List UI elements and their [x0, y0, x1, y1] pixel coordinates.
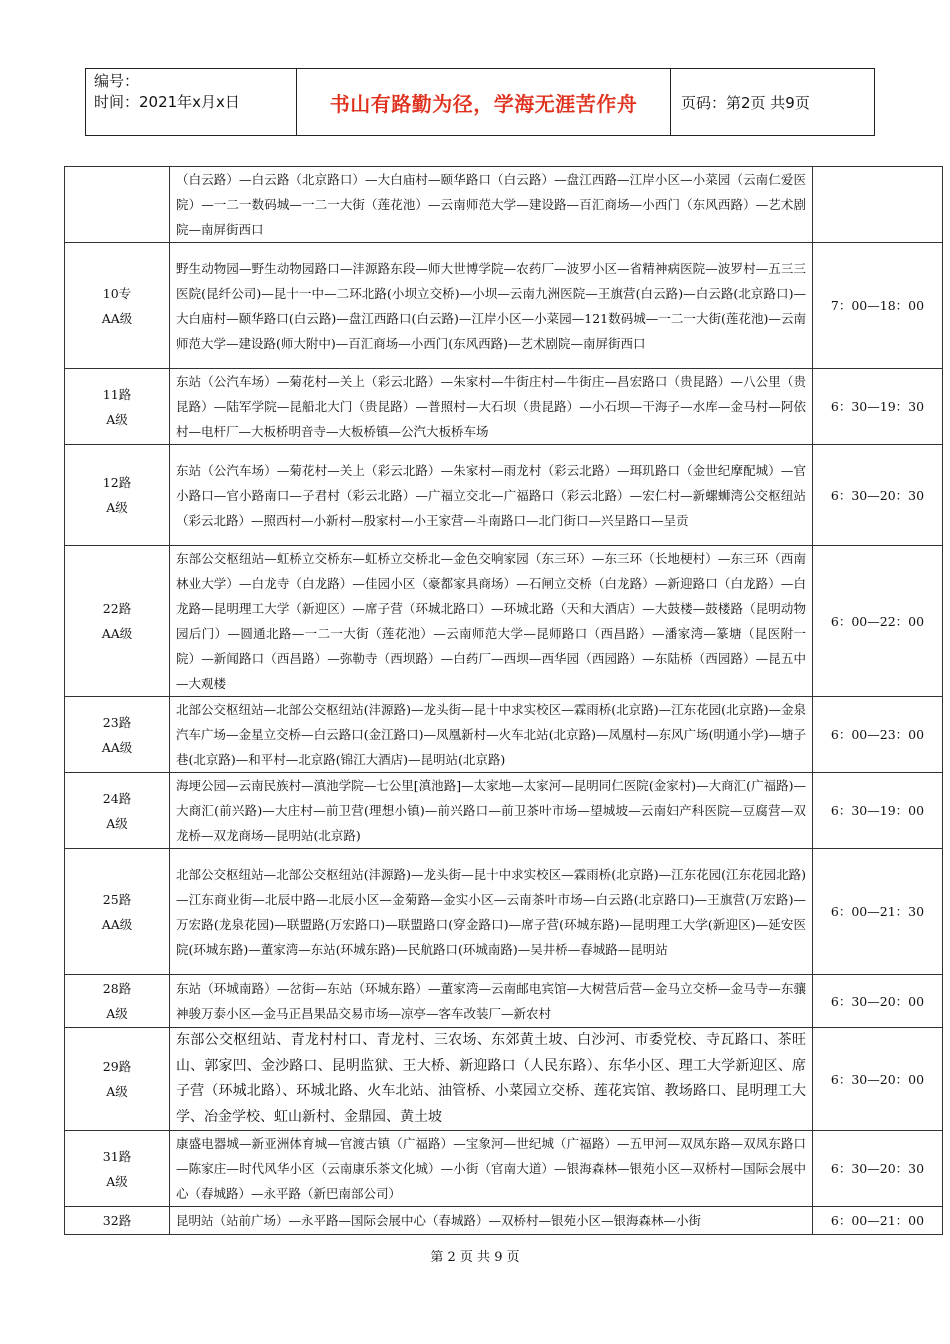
table-row [65, 1131, 943, 1207]
route-grade: A级 [106, 500, 128, 515]
route-name-cell [65, 773, 170, 849]
route-path-cell: 东站（公汽车场）—菊花村—关上（彩云北路）—朱家村—牛街庄村—牛街庄—昌宏路口（贵昆路）—八公里（贵昆路）—陆军学院—昆船北大门（贵昆路）—普照村—大石坝（贵昆路）—小石坝—干海子—水库—金马村—阿依村—电杆厂—大板桥明音寺—大板桥镇—公汽大板桥车场 [170, 369, 813, 445]
bus-route-table [64, 166, 943, 1235]
route-name-cell [65, 849, 170, 975]
table-row [65, 546, 943, 697]
table-row [65, 167, 943, 243]
header-page-label: 页码：第2页 共9页 [681, 93, 810, 112]
table-row [65, 849, 943, 975]
route-number: 11路 [102, 386, 132, 402]
route-grade: A级 [106, 815, 128, 831]
table-row [65, 975, 943, 1028]
route-time-cell: 6：00—21：30 [813, 849, 943, 975]
route-grade: A级 [106, 1084, 128, 1099]
table-row [65, 773, 943, 849]
route-time-cell: 6：30—20：00 [813, 975, 943, 1028]
route-time-cell: 6：30—20：30 [813, 445, 943, 546]
page-header [85, 68, 875, 136]
route-path-cell: 北部公交枢纽站—北部公交枢纽站(沣源路)—龙头街—昆十中求实校区—霖雨桥(北京路)—江东花园(北京路)—金泉汽车广场—金星立交桥—白云路口(金江路口)—凤凰新村—火车北站(北京路)—凤凰村—东风广场(明通小学)—塘子巷(北京路)—和平村—北京路(锦江大酒店)—昆明站(北京路) [170, 697, 813, 773]
route-grade: A级 [106, 1173, 128, 1189]
route-number: 31路 [102, 1148, 132, 1164]
route-path-cell: 海埂公园—云南民族村—滇池学院—七公里[滇池路]—太家地—太家河—昆明同仁医院(金家村)—大商汇(广福路)—大商汇(前兴路)—大庄村—前卫营(理想小镇)—前兴路口—前卫茶叶市场—望城坡—云南妇产科医院—豆腐营—双龙桥—双龙商场—昆明站(北京路) [170, 773, 813, 849]
route-name-cell [65, 167, 170, 243]
route-time-cell: 6：00—21：00 [813, 1207, 943, 1235]
table-row [65, 1207, 943, 1235]
route-name-cell [65, 243, 170, 369]
route-grade: A级 [106, 1006, 128, 1021]
page-footer: 第 2 页 共 9 页 [430, 1250, 520, 1265]
serial-label: 编号： [94, 72, 140, 90]
route-path-cell: 昆明站（站前广场）—永平路—国际会展中心（春城路）—双桥村—银苑小区—银海森林—小街 [170, 1207, 813, 1235]
route-time-cell: 6：30—19：30 [813, 369, 943, 445]
route-grade: AA级 [101, 739, 133, 755]
route-grade: AA级 [101, 626, 133, 641]
route-number: 23路 [102, 714, 132, 730]
route-number: 28路 [102, 981, 132, 996]
header-meta [86, 69, 297, 135]
route-name-cell [65, 369, 170, 445]
route-number: 32路 [102, 1213, 132, 1228]
route-time-cell: 7：00—18：00 [813, 243, 943, 369]
table-row [65, 1028, 943, 1131]
route-time-cell [813, 167, 943, 243]
route-name-cell [65, 445, 170, 546]
route-number: 25路 [102, 891, 132, 907]
route-grade: AA级 [101, 310, 133, 326]
table-row [65, 445, 943, 546]
date-label: 时间：2021年x月x日 [94, 93, 240, 111]
route-path-cell: 东站（环城南路）—岔街—东站（环城东路）—董家湾—云南邮电宾馆—大树营后营—金马立交桥—金马寺—东骧神骏万泰小区—金马正昌果品交易市场—凉亭—客车改装厂—新农村 [170, 975, 813, 1028]
route-time-cell: 6：30—20：00 [813, 1028, 943, 1131]
route-time-cell: 6：00—23：00 [813, 697, 943, 773]
route-number: 24路 [102, 790, 132, 806]
route-number: 10专 [102, 285, 132, 301]
route-path-cell: （白云路）—白云路（北京路口）—大白庙村—颐华路口（白云路）—盘江西路—江岸小区—小菜园（云南仁爱医院）—一二一数码城—一二一大街（莲花池）—云南师范大学—建设路—百汇商场—小西门（东风西路）—艺术剧院—南屏街西口 [170, 167, 813, 243]
route-name-cell [65, 1131, 170, 1207]
route-name-cell [65, 975, 170, 1028]
route-name-cell [65, 697, 170, 773]
table-row [65, 369, 943, 445]
route-name-cell [65, 1207, 170, 1235]
route-name-cell [65, 546, 170, 697]
table-row [65, 243, 943, 369]
route-number: 22路 [102, 601, 132, 616]
route-path-cell: 东部公交枢纽站、青龙村村口、青龙村、三农场、东郊黄土坡、白沙河、市委党校、寺瓦路口、茶旺山、郭家凹、金沙路口、昆明监狱、王大桥、新迎路口（人民东路）、东华小区、理工大学新迎区、席子营（环城北路）、环城北路、火车北站、油管桥、小菜园立交桥、莲花宾馆、教场路口、昆明理工大学、冶金学校、虹山新村、金鼎园、黄土坡 [170, 1028, 813, 1131]
route-path-cell: 东部公交枢纽站—虹桥立交桥东—虹桥立交桥北—金色交响家园（东三环）—东三环（长地梗村）—东三环（西南林业大学）—白龙寺（白龙路）—佳园小区（豪都家具商场）—石闸立交桥（白龙路）—新迎路口（白龙路）—白龙路—昆明理工大学（新迎区）—席子营（环城北路口）—环城北路（天和大酒店）—大鼓楼—鼓楼路（昆明动物园后门）—圆通北路—一二一大街（莲花池）—云南师范大学—昆师路口（西昌路）—潘家湾—篆塘（昆医附一院）—新闻路口（西昌路）—弥勒寺（西坝路）—白药厂—西坝—西华园（西园路）—东陆桥（西园路）—昆五中—大观楼 [170, 546, 813, 697]
route-path-cell: 东站（公汽车场）—菊花村—关上（彩云北路）—朱家村—雨龙村（彩云北路）—珥玑路口（金世纪摩配城）—官小路口—官小路南口—子君村（彩云北路）—广福立交北—广福路口（彩云北路）—宏仁村—新螺蛳湾公交枢纽站（彩云北路）—照西村—小新村—殷家村—小王家营—斗南路口—北门街口—兴呈路口—呈贡 [170, 445, 813, 546]
route-time-cell: 6：30—20：30 [813, 1131, 943, 1207]
route-grade: AA级 [101, 916, 133, 932]
route-path-cell: 野生动物园—野生动物园路口—沣源路东段—师大世博学院—农药厂—波罗小区—省精神病医院—波罗村—五三三医院(昆纤公司)—昆十一中—二环北路(小坝立交桥)—小坝—云南九洲医院—王旗营(白云路)—白云路(北京路口)—大白庙村—颐华路口(白云路)—盘江西路口(白云路)—江岸小区—小菜园—121数码城—一二一大街(莲花池)—云南师范大学—建设路(师大附中)—百汇商场—小西门(东风西路)—艺术剧院—南屏街西口 [170, 243, 813, 369]
table-row [65, 697, 943, 773]
route-time-cell: 6：30—19：00 [813, 773, 943, 849]
route-path-cell: 北部公交枢纽站—北部公交枢纽站(沣源路)—龙头街—昆十中求实校区—霖雨桥(北京路)—江东花园(江东花园北路)—江东商业街—北辰中路—北辰小区—金菊路—金实小区—云南茶叶市场—白云路(北京路口)—王旗营(万宏路)—万宏路(龙泉花园)—联盟路(万宏路口)—联盟路口(穿金路口)—席子营(环城东路)—昆明理工大学(新迎区)—延安医院(环城东路)—董家湾—东站(环城东路)—民航路口(环城南路)—吴井桥—春城路—昆明站 [170, 849, 813, 975]
route-number: 29路 [102, 1059, 132, 1074]
route-path-cell: 康盛电器城—新亚洲体育城—官渡古镇（广福路）—宝象河—世纪城（广福路）—五甲河—双凤东路—双凤东路口—陈家庄—时代风华小区（云南康乐茶文化城）—小街（官南大道）—银海森林—银苑小区—双桥村—国际会展中心（春城路）—永平路（新巴南部公司） [170, 1131, 813, 1207]
header-motto: 书山有路勤为径，学海无涯苦作舟 [297, 69, 671, 135]
route-number: 12路 [102, 475, 132, 490]
route-name-cell [65, 1028, 170, 1131]
route-grade: A级 [106, 411, 128, 427]
route-time-cell: 6：00—22：00 [813, 546, 943, 697]
